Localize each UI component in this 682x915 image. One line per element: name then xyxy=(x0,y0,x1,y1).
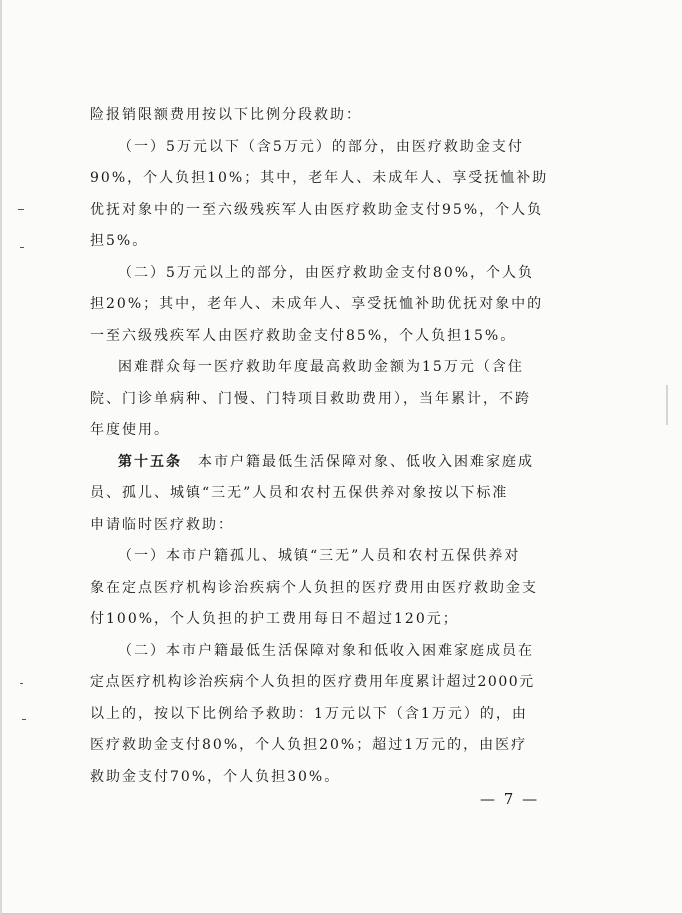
text-line: 员、孤儿、城镇“三无”人员和农村五保供养对象按以下标准 xyxy=(90,485,509,501)
text-line: （二）本市户籍最低生活保障对象和低收入困难家庭成员在 xyxy=(118,642,534,659)
text-line: 90%，个人负担10%；其中，老年人、未成年人、享受抚恤补助 xyxy=(90,170,549,186)
text-line: 申请临时医疗救助： xyxy=(90,516,234,533)
text-line: 象在定点医疗机构诊治疾病个人负担的医疗费用由医疗救助金支 xyxy=(90,579,538,596)
text-line: 救助金支付70%，个人负担30%。 xyxy=(90,768,341,785)
text-line: 担20%；其中，老年人、未成年人、享受抚恤补助优抚对象中的 xyxy=(90,296,544,312)
text-line: 院、门诊单病种、门慢、门特项目救助费用），当年累计，不跨 xyxy=(90,390,531,407)
page-number: — 7 — xyxy=(480,790,540,808)
scan-speck xyxy=(18,209,24,210)
scan-shadow xyxy=(666,385,668,425)
text-line: 困难群众每一医疗救助年度最高救助金额为15万元（含住 xyxy=(118,359,524,375)
text-line: 医疗救助金支付80%，个人负担20%；超过1万元的，由医疗 xyxy=(90,737,528,753)
text-line: 担5%。 xyxy=(90,233,149,249)
text-line: 年度使用。 xyxy=(90,422,170,438)
scan-speck xyxy=(22,719,26,720)
text-line: 定点医疗机构诊治疾病个人负担的医疗费用年度累计超过2000元 xyxy=(90,674,535,690)
text-line: （一）5万元以下（含5万元）的部分，由医疗救助金支付 xyxy=(118,138,524,155)
text-line: 一至六级残疾军人由医疗救助金支付85%，个人负担15%。 xyxy=(90,327,517,344)
article-heading: 第十五条 xyxy=(118,453,182,470)
article-line xyxy=(90,447,552,479)
text-line: （一）本市户籍孤儿、城镇“三无”人员和农村五保供养对 xyxy=(118,548,521,564)
article-text: 本市户籍最低生活保障对象、低收入困难家庭成 xyxy=(198,453,534,470)
text-line: 优抚对象中的一至六级残疾军人由医疗救助金支付95%，个人负 xyxy=(90,201,544,218)
scan-speck xyxy=(20,247,24,248)
text-line: 险报销限额费用按以下比例分段救助： xyxy=(90,107,362,123)
text-line: 付100%，个人负担的护工费用每日不超过120元； xyxy=(90,611,459,627)
body-text xyxy=(90,100,552,793)
text-line: （二）5万元以上的部分，由医疗救助金支付80%，个人负 xyxy=(118,264,535,281)
text-line: 以上的，按以下比例给予救助：1万元以下（含1万元）的，由 xyxy=(90,705,528,722)
scan-speck xyxy=(20,683,23,684)
